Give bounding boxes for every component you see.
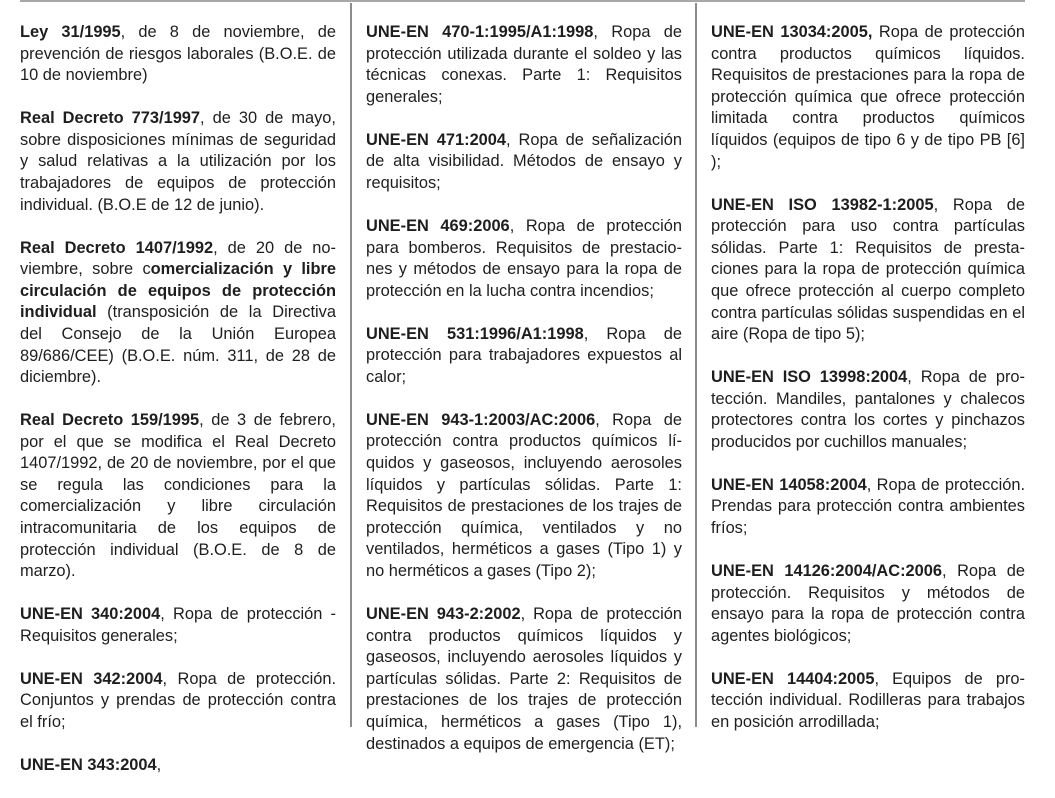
standard-entry xyxy=(366,130,682,195)
standard-entry xyxy=(711,561,1025,647)
column-1 xyxy=(20,22,336,798)
standard-code: UNE-EN 342:2004 xyxy=(20,669,163,688)
regulation-entry xyxy=(20,238,336,389)
regulation-entry xyxy=(20,410,336,583)
regulation-entry xyxy=(20,108,336,216)
standard-entry xyxy=(20,604,336,647)
standard-description: , Ropa de protección para trabajadores expuestos al calor; xyxy=(366,324,682,386)
regulation-code: Ley 31/1995 xyxy=(20,23,121,41)
standard-entry xyxy=(366,22,682,108)
standard-description: , Ropa de protección. Conjuntos y prendas de protección contra el frío; xyxy=(20,669,337,731)
column-divider xyxy=(350,3,352,727)
standard-description: , Ropa de protección contra productos químicos líquidos y gaseosos, incluyendo aerosoles líquidos y partículas sólidas. Parte 1: Requisitos de prestaciones de los trajes de protección química, ventilados y no ventilados, herméticos a gases (Tipo 1) y no herméticos a gases (Tipo 2); xyxy=(366,410,682,581)
standard-entry xyxy=(711,195,1025,346)
regulation-description: , de 20 de noviembre, sobre c xyxy=(20,238,336,279)
standard-entry xyxy=(711,475,1025,540)
standard-description: , Ropa de señalización de alta visibilidad. Métodos de ensayo y requisitos; xyxy=(366,130,682,192)
standard-code: UNE-EN 943-2:2002 xyxy=(366,605,521,624)
standard-description: , Ropa de protección. Mandiles, pantalones y chalecos protectores contra los cortes y pinchazos producidos por cuchillos manuales; xyxy=(711,368,1025,451)
standard-entry xyxy=(711,22,1025,173)
standard-code: UNE-EN 14126:2004/AC:2006 xyxy=(711,562,942,581)
standard-entry xyxy=(20,669,336,734)
standard-code: UNE-EN 340:2004 xyxy=(20,605,161,624)
standard-description: , Equipos de protección individual. Rodilleras para trabajos en posición arrodillada; xyxy=(711,669,1025,731)
standard-description: , Ropa de protección para bomberos. Requisitos de prestaciones y métodos de ensayo para la ropa de protección en la lucha contra incendios; xyxy=(366,216,682,300)
standard-description: , Ropa de protección. Requisitos y métodos de ensayo para la ropa de protección contra agentes biológicos; xyxy=(711,562,1025,645)
standard-code: UNE-EN 14404:2005 xyxy=(711,669,875,688)
standard-description: Ropa de protección contra productos químicos líquidos. Requisitos de prestaciones para la ropa de protección química que ofrece protección limitada contra productos químicos líquidos (equipos de tipo 6 y de tipo PB [6] ); xyxy=(711,23,1025,171)
standard-code: UNE-EN 14058:2004 xyxy=(711,475,867,494)
standard-entry xyxy=(366,410,682,583)
standard-code: UNE-EN 471:2004 xyxy=(366,130,507,149)
standard-code: UNE-EN 531:1996/A1:1998 xyxy=(366,324,584,343)
regulation-code: Real Decreto 1407/1992 xyxy=(20,238,214,257)
regulation-code: Real Decreto 159/1995 xyxy=(20,411,200,430)
regulation-code: Real Decreto 773/1997 xyxy=(20,109,201,128)
top-rule xyxy=(20,0,1025,2)
column-2 xyxy=(366,22,682,777)
standard-entry xyxy=(366,216,682,302)
regulation-entry xyxy=(20,22,336,87)
standard-code: UNE-EN 469:2006 xyxy=(366,216,510,235)
standard-description: , xyxy=(156,755,162,774)
column-3 xyxy=(711,22,1025,755)
standard-description: , Ropa de protección contra productos químicos líquidos y gaseosos, incluyendo aerosoles líquidos y partículas sólidas. Parte 2: Requisitos de prestaciones de los trajes de protección química, herméticos a gases (Tipo 1), destinados a equipos de emergencia (ET); xyxy=(366,605,682,753)
standard-description: , Ropa de protección para uso contra partículas sólidas. Parte 1: Requisitos de prestaciones para la ropa de protección química que ofrece protección al cuerpo completo contra partículas sólidas suspendidas en el aire (Ropa de tipo 5); xyxy=(711,195,1026,344)
standard-code: UNE-EN 943-1:2003/AC:2006 xyxy=(366,410,596,429)
standard-entry xyxy=(366,604,682,755)
standard-entry xyxy=(366,324,682,389)
column-divider xyxy=(695,3,697,727)
regulation-description: , de 8 de noviembre, de prevención de riesgos laborales (B.O.E. de 10 de noviembre) xyxy=(20,23,336,85)
standard-code: UNE-EN 470-1:1995/A1:1998 xyxy=(366,23,594,41)
standard-entry xyxy=(20,755,336,777)
standard-entry xyxy=(711,367,1025,453)
standard-entry xyxy=(711,669,1025,734)
standard-code: UNE-EN 343:2004 xyxy=(20,755,157,774)
regulation-description: (transposición de la Directiva del Consejo de la Unión Europea 89/686/CEE) (B.O.E. núm. 311, de 28 de diciembre). xyxy=(20,303,336,387)
standard-code: UNE-EN ISO 13982-1:2005 xyxy=(711,195,934,214)
regulation-description: , de 30 de mayo, sobre disposiciones mínimas de seguridad y salud relativas a la utilización por los trabajadores de equipos de protección individual. (B.O.E de 12 de junio). xyxy=(20,109,336,214)
standard-description: , Ropa de protección - Requisitos generales; xyxy=(20,605,337,645)
standard-description: , Ropa de protección utilizada durante el soldeo y las técnicas conexas. Parte 1: Requisitos generales; xyxy=(366,23,682,106)
standard-code: UNE-EN ISO 13998:2004 xyxy=(711,368,908,387)
standard-description: , Ropa de protección. Prendas para protección contra ambientes fríos; xyxy=(711,475,1025,538)
regulation-emphasis: omercialización y libre circulación de equipos de protección individual xyxy=(20,260,336,322)
regulation-description: , de 3 de febrero, por el que se modifica el Real Decreto 1407/1992, de 20 de noviembre, por el que se regula las condiciones para la comercialización y libre circulación intracomunitaria de los equipos de protección individual (B.O.E. de 8 de marzo). xyxy=(20,411,336,581)
standard-code: UNE-EN 13034:2005, xyxy=(711,23,873,41)
